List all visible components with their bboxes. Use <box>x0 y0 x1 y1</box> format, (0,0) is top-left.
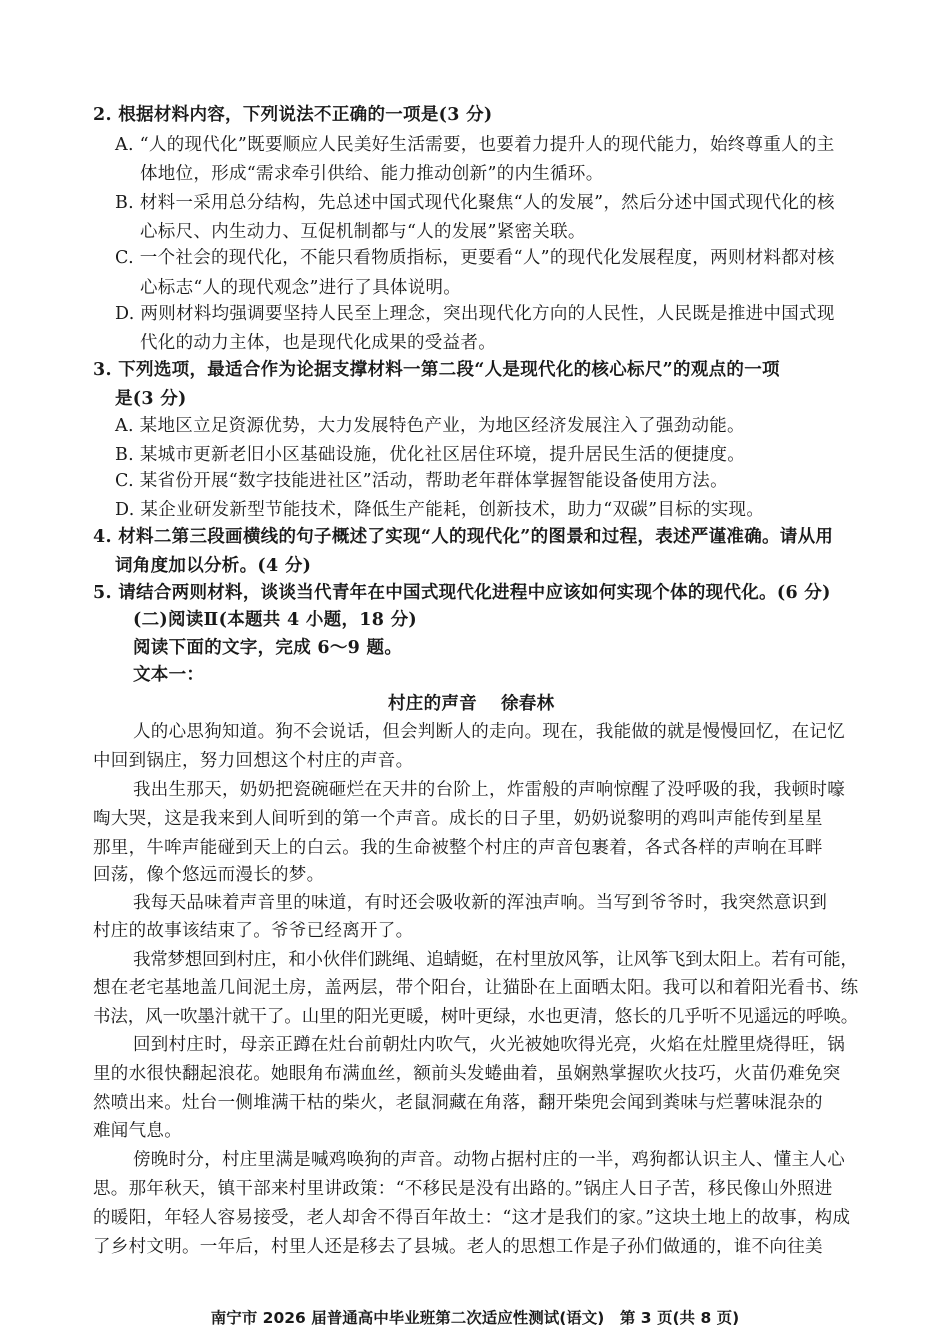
question-2-option-d-line1: D. 两则材料均强调要坚持人民至上理念，突出现代化方向的人民性，人民既是推进中国式现 <box>115 304 835 324</box>
question-3-option-a: A. 某地区立足资源优势，大力发展特色产业，为地区经济发展注入了强劲动能。 <box>115 416 745 436</box>
article-line: 人的心思狗知道。狗不会说话，但会判断人的走向。现在，我能做的就是慢慢回忆，在记忆 <box>133 722 845 742</box>
question-2-option-a-line2: 体地位，形成“需求牵引供给、能力推动创新”的内生循环。 <box>140 164 604 184</box>
article-line: 书法，风一吹墨汁就干了。山里的阳光更暖，树叶更绿，水也更清，悠长的几乎听不见遥远的呼唤。 <box>93 1007 859 1027</box>
article-line: 思。那年秋天，镇干部来村里讲政策：“不移民是没有出路的。”锅庄人日子苦，移民像山外照进 <box>93 1179 833 1199</box>
page-footer: 南宁市 2026 届普通高中毕业班第二次适应性测试(语文) 第 3 页(共 8 页) <box>210 1309 740 1327</box>
article-line: 难闻气息。 <box>93 1121 182 1141</box>
section-heading: (二)阅读Ⅱ(本题共 4 小题，18 分) <box>133 610 417 630</box>
text-label: 文本一： <box>133 665 205 685</box>
question-4-line2: 词角度加以分析。(4 分) <box>115 556 312 576</box>
question-2-option-b-line2: 心标尺、内生动力、互促机制都与“人的发展”紧密关联。 <box>140 222 586 242</box>
article-line: 我常梦想回到村庄，和小伙伴们跳绳、追蜻蜓，在村里放风筝，让风筝飞到太阳上。若有可能， <box>133 950 858 970</box>
article-line: 回荡，像个悠远而漫长的梦。 <box>93 865 325 885</box>
article-author: 徐春林 <box>501 694 555 714</box>
question-3-stem-line2: 是(3 分) <box>115 389 187 409</box>
question-3-option-d: D. 某企业研发新型节能技术，降低生产能耗，创新技术，助力“双碳”目标的实现。 <box>115 500 765 520</box>
question-2-stem: 2. 根据材料内容，下列说法不正确的一项是(3 分) <box>93 105 493 125</box>
question-3-option-c: C. 某省份开展“数字技能进社区”活动，帮助老年群体掌握智能设备使用方法。 <box>115 471 728 491</box>
article-line: 我出生那天，奶奶把瓷碗砸烂在天井的台阶上，炸雷般的声响惊醒了没呼吸的我，我顿时嚎 <box>133 780 845 800</box>
question-2-option-c-line2: 心标志“人的现代观念”进行了具体说明。 <box>140 278 462 298</box>
article-line: 我每天品味着声音里的味道，有时还会吸收新的浑浊声响。当写到爷爷时，我突然意识到 <box>133 893 828 913</box>
article-line: 了乡村文明。一年后，村里人还是移去了县城。老人的思想工作是子孙们做通的，谁不向往美 <box>93 1237 823 1257</box>
article-title: 村庄的声音 <box>388 694 477 714</box>
article-line: 傍晚时分，村庄里满是喊鸡唤狗的声音。动物占据村庄的一半，鸡狗都认识主人、懂主人心 <box>133 1150 845 1170</box>
question-3-option-b: B. 某城市更新老旧小区基础设施，优化社区居住环境，提升居民生活的便捷度。 <box>115 445 746 465</box>
question-3-stem-line1: 3. 下列选项，最适合作为论据支撑材料一第二段“人是现代化的核心标尺”的观点的一项 <box>93 360 780 380</box>
question-2-option-a-line1: A. “人的现代化”既要顺应人民美好生活需要，也要着力提升人的现代能力，始终尊重人的主 <box>115 135 835 155</box>
article-line: 想在老宅基地盖几间泥土房，盖两层，带个阳台，让猫卧在上面晒太阳。我可以和着阳光看书、练 <box>93 978 859 998</box>
article-line: 啕大哭，这是我来到人间听到的第一个声音。成长的日子里，奶奶说黎明的鸡叫声能传到星星 <box>93 809 823 829</box>
article-line: 村庄的故事该结束了。爷爷已经离开了。 <box>93 921 414 941</box>
article-line: 里的水很快翻起浪花。她眼角布满血丝，额前头发蜷曲着，虽娴熟掌握吹火技巧，火苗仍难免突 <box>93 1064 841 1084</box>
question-5: 5. 请结合两则材料，谈谈当代青年在中国式现代化进程中应该如何实现个体的现代化。(6 分) <box>93 583 831 603</box>
article-line: 回到村庄时，母亲正蹲在灶台前朝灶内吹气，火光被她吹得光亮，火焰在灶膛里烧得旺，锅 <box>133 1035 845 1055</box>
article-line: 然喷出来。灶台一侧堆满干枯的柴火，老鼠洞藏在角落，翻开柴兜会闻到粪味与烂薯味混杂的 <box>93 1093 823 1113</box>
article-line: 的暖阳，年轻人容易接受，老人却舍不得百年故土：“这才是我们的家。”这块土地上的故事，构成 <box>93 1208 851 1228</box>
section-instruction: 阅读下面的文字，完成 6～9 题。 <box>133 638 403 658</box>
article-line: 那里，牛哞声能碰到天上的白云。我的生命被整个村庄的声音包裹着，各式各样的声响在耳畔 <box>93 838 823 858</box>
article-line: 中回到锅庄，努力回想这个村庄的声音。 <box>93 751 414 771</box>
question-2-option-d-line2: 代化的动力主体，也是现代化成果的受益者。 <box>140 333 496 353</box>
question-2-option-b-line1: B. 材料一采用总分结构，先总述中国式现代化聚焦“人的发展”，然后分述中国式现代化的核 <box>115 193 835 213</box>
question-4-line1: 4. 材料二第三段画横线的句子概述了实现“人的现代化”的图景和过程，表述严谨准确。请从用 <box>93 527 834 547</box>
question-2-option-c-line1: C. 一个社会的现代化，不能只看物质指标，更要看“人”的现代化发展程度，两则材料都对核 <box>115 248 835 268</box>
